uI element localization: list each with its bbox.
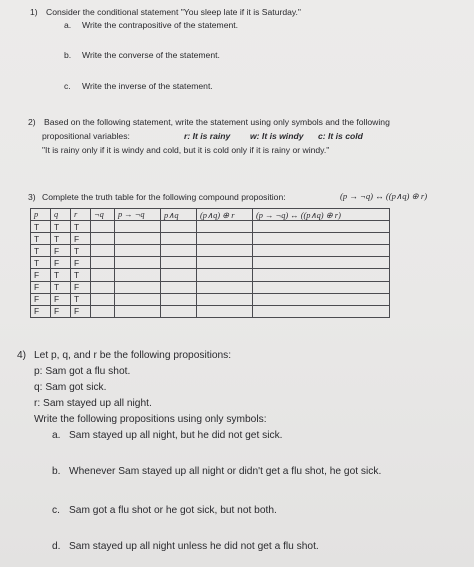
answer-cell[interactable] <box>115 269 161 281</box>
cell-q: T <box>51 221 71 233</box>
answer-cell[interactable] <box>197 257 253 269</box>
cell-p: T <box>31 257 51 269</box>
col-header-xor-r: (p∧q) ⊕ r <box>197 209 253 221</box>
answer-cell[interactable] <box>253 269 390 281</box>
col-header-p-implies-not-q: p → ¬q <box>115 209 161 221</box>
cell-p: T <box>31 233 51 245</box>
table-row <box>31 281 390 293</box>
cell-p: F <box>31 293 51 305</box>
cell-p: T <box>31 245 51 257</box>
cell-r: F <box>71 281 91 293</box>
answer-cell[interactable] <box>197 233 253 245</box>
answer-cell[interactable] <box>161 281 197 293</box>
cell-p: F <box>31 305 51 317</box>
q1b-text: Write the converse of the statement. <box>82 50 220 60</box>
cell-r: T <box>71 245 91 257</box>
q4-number: 4) <box>17 350 27 361</box>
answer-cell[interactable] <box>253 245 390 257</box>
answer-cell[interactable] <box>91 221 115 233</box>
answer-cell[interactable] <box>115 233 161 245</box>
answer-cell[interactable] <box>253 293 390 305</box>
answer-cell[interactable] <box>115 221 161 233</box>
q2-number: 2) <box>28 117 36 127</box>
answer-cell[interactable] <box>115 305 161 317</box>
q1c-letter: c. <box>64 81 71 91</box>
answer-cell[interactable] <box>253 305 390 317</box>
q2-var-w: w: It is windy <box>250 131 304 141</box>
cell-q: T <box>51 281 71 293</box>
cell-q: F <box>51 293 71 305</box>
q4d-text: Sam stayed up all night unless he did not get a flu shot. <box>69 541 319 552</box>
answer-cell[interactable] <box>161 257 197 269</box>
answer-cell[interactable] <box>161 245 197 257</box>
q2-var-c: c: It is cold <box>318 131 363 141</box>
cell-r: F <box>71 305 91 317</box>
cell-q: F <box>51 245 71 257</box>
answer-cell[interactable] <box>161 293 197 305</box>
q4c-letter: c. <box>52 505 60 516</box>
col-header-r: r <box>71 209 91 221</box>
table-row <box>31 305 390 317</box>
truth-table <box>30 208 390 318</box>
table-row <box>31 245 390 257</box>
answer-cell[interactable] <box>91 293 115 305</box>
answer-cell[interactable] <box>197 305 253 317</box>
answer-cell[interactable] <box>91 281 115 293</box>
q4-prompt: Let p, q, and r be the following propositions: <box>34 350 232 361</box>
answer-cell[interactable] <box>197 269 253 281</box>
answer-cell[interactable] <box>115 293 161 305</box>
answer-cell[interactable] <box>161 269 197 281</box>
q3-formula: (p → ¬q) ↔ ((p∧q) ⊕ r) <box>340 191 428 201</box>
cell-q: T <box>51 233 71 245</box>
q4-instruction: Write the following propositions using only symbols: <box>34 414 267 425</box>
answer-cell[interactable] <box>91 305 115 317</box>
q2-var-r: r: It is rainy <box>184 131 231 141</box>
answer-cell[interactable] <box>91 233 115 245</box>
answer-cell[interactable] <box>91 245 115 257</box>
col-header-not-q: ¬q <box>91 209 115 221</box>
col-header-p: p <box>31 209 51 221</box>
col-header-biconditional: (p → ¬q) ↔ ((p∧q) ⊕ r) <box>253 209 390 221</box>
table-row <box>31 269 390 281</box>
col-header-q: q <box>51 209 71 221</box>
answer-cell[interactable] <box>253 233 390 245</box>
q4b-text: Whenever Sam stayed up all night or didn't get a flu shot, he got sick. <box>69 466 382 477</box>
answer-cell[interactable] <box>197 221 253 233</box>
answer-cell[interactable] <box>91 257 115 269</box>
q3-number: 3) <box>28 192 36 202</box>
q2-line1: Based on the following statement, write the statement using only symbols and the following <box>44 117 390 127</box>
q1a-text: Write the contrapositive of the statement. <box>82 20 239 30</box>
answer-cell[interactable] <box>115 257 161 269</box>
cell-r: T <box>71 221 91 233</box>
q4-r: r: Sam stayed up all night. <box>34 398 152 409</box>
answer-cell[interactable] <box>253 257 390 269</box>
q4c-text: Sam got a flu shot or he got sick, but not both. <box>69 505 277 516</box>
q4-q: q: Sam got sick. <box>34 382 107 393</box>
cell-p: F <box>31 269 51 281</box>
answer-cell[interactable] <box>197 245 253 257</box>
answer-cell[interactable] <box>161 221 197 233</box>
cell-p: F <box>31 281 51 293</box>
q4a-text: Sam stayed up all night, but he did not get sick. <box>69 430 283 441</box>
cell-q: F <box>51 257 71 269</box>
q2-line2: propositional variables: <box>42 131 130 141</box>
answer-cell[interactable] <box>161 233 197 245</box>
q4b-letter: b. <box>52 466 61 477</box>
q1a-letter: a. <box>64 20 72 30</box>
answer-cell[interactable] <box>197 281 253 293</box>
table-row <box>31 293 390 305</box>
q4d-letter: d. <box>52 541 61 552</box>
answer-cell[interactable] <box>115 281 161 293</box>
answer-cell[interactable] <box>197 293 253 305</box>
answer-cell[interactable] <box>91 269 115 281</box>
cell-r: F <box>71 257 91 269</box>
cell-q: T <box>51 269 71 281</box>
q2-quote: "It is rainy only if it is windy and cold, but it is cold only if it is rainy or windy." <box>42 145 330 155</box>
q1-prompt: Consider the conditional statement "You sleep late if it is Saturday." <box>46 7 301 17</box>
q1b-letter: b. <box>64 50 72 60</box>
answer-cell[interactable] <box>253 221 390 233</box>
cell-p: T <box>31 221 51 233</box>
answer-cell[interactable] <box>253 281 390 293</box>
cell-q: F <box>51 305 71 317</box>
table-row <box>31 221 390 233</box>
cell-r: T <box>71 269 91 281</box>
q4-p: p: Sam got a flu shot. <box>34 366 131 377</box>
table-row <box>31 233 390 245</box>
answer-cell[interactable] <box>161 305 197 317</box>
q4a-letter: a. <box>52 430 61 441</box>
cell-r: T <box>71 293 91 305</box>
col-header-p-and-q: p∧q <box>161 209 197 221</box>
table-row <box>31 257 390 269</box>
truth-table-header-row <box>31 209 390 221</box>
q1c-text: Write the inverse of the statement. <box>82 81 213 91</box>
cell-r: F <box>71 233 91 245</box>
q1-number: 1) <box>30 7 38 17</box>
q3-prompt: Complete the truth table for the following compound proposition: <box>42 192 286 202</box>
answer-cell[interactable] <box>115 245 161 257</box>
